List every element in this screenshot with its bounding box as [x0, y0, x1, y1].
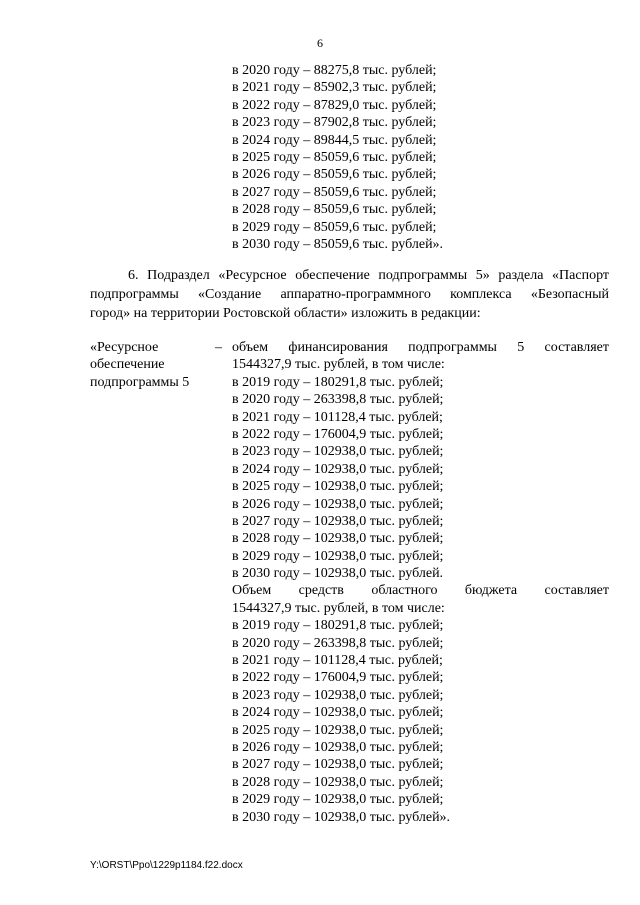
resource-content	[232, 339, 609, 826]
paragraph-line: 6. Подраздел «Ресурсное обеспечение подпрограммы 5» раздела «Паспорт	[128, 268, 609, 283]
list-item: в 2019 году – 180291,8 тыс. рублей;	[232, 374, 444, 390]
list-item: в 2023 году – 102938,0 тыс. рублей;	[232, 687, 444, 703]
amendment-paragraph	[90, 266, 609, 323]
list-item: в 2026 году – 85059,6 тыс. рублей;	[232, 167, 437, 183]
resource-label	[90, 339, 225, 391]
list-item: в 2028 году – 85059,6 тыс. рублей;	[232, 202, 437, 218]
list-item: в 2020 году – 263398,8 тыс. рублей;	[232, 392, 444, 408]
regional-intro-total: 1544327,9 тыс. рублей, в том числе:	[232, 600, 445, 616]
list-item: в 2025 году – 102938,0 тыс. рублей;	[232, 722, 444, 738]
list-item: в 2029 году – 85059,6 тыс. рублей;	[232, 219, 437, 235]
label-line: подпрограммы 5	[90, 374, 190, 390]
list-item: в 2027 году – 102938,0 тыс. рублей;	[232, 513, 444, 529]
list-item: в 2030 году – 85059,6 тыс. рублей».	[232, 236, 444, 252]
list-item: в 2022 году – 87829,0 тыс. рублей;	[232, 97, 437, 113]
file-path-footer: Y:\ORST\Ppo\1229p1184.f22.docx	[90, 860, 243, 871]
dash-separator: –	[215, 340, 222, 355]
label-line: «Ресурсное	[90, 340, 159, 355]
label-line: обеспечение	[90, 357, 165, 373]
list-item: в 2025 году – 85059,6 тыс. рублей;	[232, 149, 437, 165]
list-item: в 2025 году – 102938,0 тыс. рублей;	[232, 479, 444, 495]
list-item: в 2020 году – 263398,8 тыс. рублей;	[232, 635, 444, 651]
list-item: в 2022 году – 176004,9 тыс. рублей;	[232, 426, 444, 442]
list-item: в 2030 году – 102938,0 тыс. рублей.	[232, 566, 444, 582]
list-item: в 2029 году – 102938,0 тыс. рублей;	[232, 548, 444, 564]
list-item: в 2024 году – 102938,0 тыс. рублей;	[232, 461, 444, 477]
page-number: 6	[317, 36, 323, 50]
financing-intro-total: 1544327,9 тыс. рублей, в том числе:	[232, 357, 445, 373]
list-item: в 2021 году – 101128,4 тыс. рублей;	[232, 409, 443, 425]
list-item: в 2030 году – 102938,0 тыс. рублей».	[232, 809, 451, 825]
list-item: в 2024 году – 102938,0 тыс. рублей;	[232, 705, 444, 721]
list-item: в 2023 году – 87902,8 тыс. рублей;	[232, 115, 437, 131]
list-item: в 2028 году – 102938,0 тыс. рублей;	[232, 774, 444, 790]
paragraph-line: подпрограммы «Создание аппаратно-программного комплекса «Безопасный	[90, 287, 609, 302]
list-item: в 2024 году – 89844,5 тыс. рублей;	[232, 132, 437, 148]
list-item: в 2023 году – 102938,0 тыс. рублей;	[232, 444, 444, 460]
list-item: в 2026 году – 102938,0 тыс. рублей;	[232, 739, 444, 755]
list-item: в 2029 году – 102938,0 тыс. рублей;	[232, 792, 444, 808]
list-item: в 2026 году – 102938,0 тыс. рублей;	[232, 496, 444, 512]
financing-intro: объем финансирования подпрограммы 5 составляет	[232, 340, 609, 355]
top-funding-list	[232, 62, 443, 253]
list-item: в 2027 году – 85059,6 тыс. рублей;	[232, 184, 437, 200]
list-item: в 2021 году – 85902,3 тыс. рублей;	[232, 80, 437, 96]
list-item: в 2022 году – 176004,9 тыс. рублей;	[232, 670, 444, 686]
list-item: в 2027 году – 102938,0 тыс. рублей;	[232, 757, 444, 773]
paragraph-line: город» на территории Ростовской области» изложить в редакции:	[90, 306, 481, 321]
list-item: в 2019 году – 180291,8 тыс. рублей;	[232, 618, 444, 634]
list-item: в 2021 году – 101128,4 тыс. рублей;	[232, 653, 443, 669]
list-item: в 2028 году – 102938,0 тыс. рублей;	[232, 531, 444, 547]
list-item: в 2020 году – 88275,8 тыс. рублей;	[232, 63, 437, 78]
regional-intro: Объем средств областного бюджета составляет	[232, 583, 609, 599]
